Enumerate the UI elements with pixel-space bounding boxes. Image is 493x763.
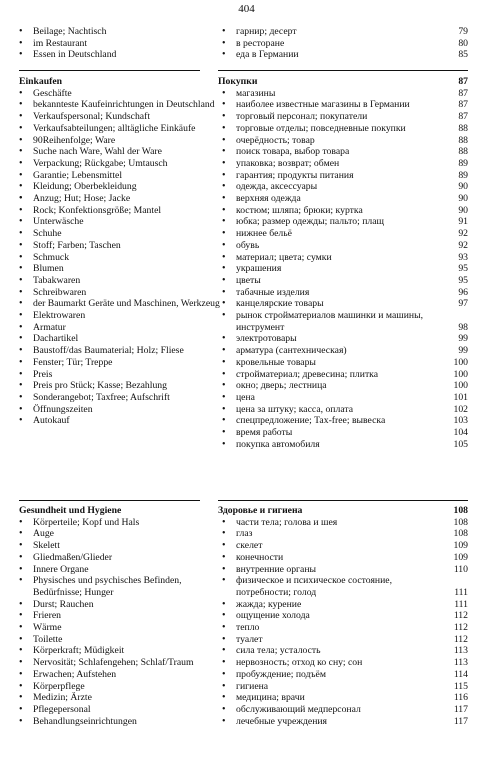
entry-text: сила тела; усталость xyxy=(236,645,321,657)
list-item xyxy=(218,634,468,646)
list-item xyxy=(218,669,468,681)
list-item: • Preis pro Stück; Kasse; Bezahlung xyxy=(19,380,222,392)
page-ref: 91 xyxy=(458,216,468,228)
list-item xyxy=(218,88,468,100)
russian-section-shopping xyxy=(218,76,468,451)
entry-text: торговые отделы; повседневные покупки xyxy=(236,122,406,134)
list-item: • Öffnungszeiten xyxy=(19,404,222,416)
german-shopping-list xyxy=(19,88,222,427)
page-ref: 111 xyxy=(454,586,468,598)
list-item xyxy=(218,228,468,240)
list-item: • im Restaurant xyxy=(19,38,222,50)
page-ref: 95 xyxy=(458,274,468,286)
entry-text: стройматериал; древесина; плитка xyxy=(236,368,379,380)
entry-text: цена за штуку; касса, оплата xyxy=(236,403,354,415)
entry-text: жажда; курение xyxy=(236,598,302,610)
divider xyxy=(218,70,468,71)
page-ref: 117 xyxy=(453,715,468,727)
list-item xyxy=(218,540,468,552)
page-ref: 109 xyxy=(453,540,468,552)
entry-text: канцелярские товары xyxy=(236,298,324,310)
list-item: • Unterwäsche xyxy=(19,216,222,228)
list-item xyxy=(218,298,468,310)
list-item xyxy=(218,310,468,333)
list-item xyxy=(218,692,468,704)
page-ref: 87 xyxy=(458,76,468,87)
entry-text: кровельные товары xyxy=(236,356,316,368)
page-ref: 95 xyxy=(458,263,468,275)
page-ref: 111 xyxy=(454,598,468,610)
list-item xyxy=(218,575,468,598)
page-ref: 87 xyxy=(458,99,468,111)
page-ref: 80 xyxy=(458,37,468,49)
list-item: • Fenster; Tür; Treppe xyxy=(19,357,222,369)
page-ref: 79 xyxy=(458,26,468,37)
list-item xyxy=(218,26,468,38)
entry-text: украшения xyxy=(236,263,282,275)
entry-text: цена xyxy=(236,391,255,403)
list-item xyxy=(218,528,468,540)
page-ref: 90 xyxy=(458,204,468,216)
page-ref: 90 xyxy=(458,181,468,193)
page-ref: 89 xyxy=(458,157,468,169)
page-ref: 116 xyxy=(453,692,468,704)
page-ref: 112 xyxy=(453,633,468,645)
entry-text: одежда, аксессуары xyxy=(236,181,318,193)
list-item xyxy=(218,564,468,576)
section-heading: Einkaufen xyxy=(19,76,63,87)
page-ref: 96 xyxy=(458,286,468,298)
list-item xyxy=(218,599,468,611)
entry-text: юбка; размер одежды; пальто; плащ xyxy=(236,216,384,228)
russian-section-health xyxy=(218,505,468,727)
list-item: • Elektrowaren xyxy=(19,310,222,322)
page-ref: 113 xyxy=(453,657,468,669)
list-item: • Suche nach Ware, Wahl der Ware xyxy=(19,146,222,158)
list-item: • Verpackung; Rückgabe; Umtausch xyxy=(19,158,222,170)
list-item: • Sonderangebot; Taxfree; Aufschrift xyxy=(19,392,222,404)
page-ref: 98 xyxy=(458,321,468,333)
page-ref: 90 xyxy=(458,193,468,205)
list-item: • Skelett xyxy=(19,540,222,552)
list-item xyxy=(218,357,468,369)
list-item xyxy=(218,205,468,217)
entry-text: скелет xyxy=(236,540,263,552)
page-ref: 110 xyxy=(453,563,468,575)
list-item xyxy=(218,158,468,170)
list-item xyxy=(218,517,468,529)
page-ref: 93 xyxy=(458,251,468,263)
list-item: • Durst; Rauchen xyxy=(19,599,222,611)
page-ref: 102 xyxy=(453,403,468,415)
list-item: • Körperteile; Kopf und Hals xyxy=(19,517,222,529)
list-item: • Physisches und psychisches Befinden, Bedürfnisse; Hunger xyxy=(19,575,222,598)
list-item xyxy=(218,287,468,299)
section-heading-text: Покупки xyxy=(218,76,258,87)
list-item xyxy=(218,552,468,564)
list-item xyxy=(218,111,468,123)
list-item: • Erwachen; Aufstehen xyxy=(19,669,222,681)
page-ref: 108 xyxy=(453,528,468,540)
divider xyxy=(19,70,200,71)
list-item: • Baustoff/das Baumaterial; Holz; Fliese xyxy=(19,345,222,357)
entry-text: цветы xyxy=(236,274,261,286)
page-ref: 88 xyxy=(458,146,468,158)
entry-text: спецпредложение; Tax-free; вывеска xyxy=(236,415,386,427)
list-item xyxy=(218,135,468,147)
russian-health-list xyxy=(218,517,468,728)
list-item: • Gliedmaßen/Glieder xyxy=(19,552,222,564)
list-item xyxy=(218,170,468,182)
section-heading xyxy=(218,505,468,517)
entry-text: поиск товара, выбор товара xyxy=(236,146,350,158)
list-item: • Geschäfte xyxy=(19,88,222,100)
list-item: • Stoff; Farben; Taschen xyxy=(19,240,222,252)
german-section-shopping xyxy=(19,76,222,427)
page-ref: 117 xyxy=(453,703,468,715)
list-item xyxy=(218,216,468,228)
list-item: • 90Reihenfolge; Ware xyxy=(19,135,222,147)
entry-text: магазины xyxy=(236,87,276,99)
entry-text: туалет xyxy=(236,633,263,645)
entry-text: медицина; врачи xyxy=(236,692,305,704)
entry-text: гарантия; продукты питания xyxy=(236,169,354,181)
entry-text: еда в Германии xyxy=(236,49,299,61)
list-item: • der Baumarkt Geräte und Maschinen, Werkzeug xyxy=(19,298,222,310)
german-section-health xyxy=(19,505,222,727)
page-ref: 115 xyxy=(453,680,468,692)
page-ref: 101 xyxy=(453,391,468,403)
list-item: • Schreibwaren xyxy=(19,287,222,299)
page-ref: 92 xyxy=(458,239,468,251)
german-health-list xyxy=(19,517,222,728)
entry-text: арматура (сантехническая) xyxy=(236,345,347,357)
list-item xyxy=(218,392,468,404)
russian-shopping-list xyxy=(218,88,468,451)
page-ref: 108 xyxy=(453,505,468,516)
section-heading-text: Здоровье и гигиена xyxy=(218,505,303,516)
list-item: • Verkaufsabteilungen; alltägliche Einkäufe xyxy=(19,123,222,135)
page-ref: 104 xyxy=(453,427,468,439)
list-item xyxy=(218,345,468,357)
page-ref: 85 xyxy=(458,49,468,61)
divider xyxy=(218,500,468,501)
entry-text: окно; дверь; лестница xyxy=(236,380,327,392)
entry-text: табачные изделия xyxy=(236,286,310,298)
entry-text: в ресторане xyxy=(236,37,285,49)
list-item: • Blumen xyxy=(19,263,222,275)
list-item: • Nervosität; Schlafengehen; Schlaf/Traum xyxy=(19,657,222,669)
list-item xyxy=(218,369,468,381)
list-item: • Verkaufspersonal; Kundschaft xyxy=(19,111,222,123)
page-ref: 103 xyxy=(453,415,468,427)
list-item xyxy=(218,610,468,622)
list-item: • Autokauf xyxy=(19,415,222,427)
divider xyxy=(19,500,200,501)
entry-text: костюм; шляпа; брюки; куртка xyxy=(236,204,363,216)
entry-text: время работы xyxy=(236,427,293,439)
page-ref: 99 xyxy=(458,345,468,357)
list-item xyxy=(218,99,468,111)
entry-text: наиболее известные магазины в Германии xyxy=(236,99,410,111)
entry-text: физическое и психическое состояние, потребности; голод xyxy=(236,575,392,598)
list-item: • Toilette xyxy=(19,634,222,646)
page-ref: 114 xyxy=(453,668,468,680)
list-item: • Kleidung; Oberbekleidung xyxy=(19,181,222,193)
entry-text: нижнее бельё xyxy=(236,228,292,240)
page-ref: 112 xyxy=(453,622,468,634)
list-item xyxy=(218,404,468,416)
list-item xyxy=(218,657,468,669)
entry-text: пробуждение; подъём xyxy=(236,668,326,680)
entry-text: покупка автомобиля xyxy=(236,438,320,450)
entry-text: нервозность; отход ко сну; сон xyxy=(236,657,363,669)
entry-text: упаковка; возврат; обмен xyxy=(236,157,340,169)
entry-text: ощущение холода xyxy=(236,610,310,622)
list-item xyxy=(218,704,468,716)
page-ref: 113 xyxy=(453,645,468,657)
entry-text: материал; цвета; сумки xyxy=(236,251,332,263)
list-item xyxy=(218,240,468,252)
entry-text: обслуживающий медперсонал xyxy=(236,703,361,715)
list-item: • Medizin; Ärzte xyxy=(19,692,222,704)
list-item: • bekannteste Kaufeinrichtungen in Deutschland xyxy=(19,99,222,111)
list-item: • Auge xyxy=(19,528,222,540)
page-number: 404 xyxy=(238,3,255,15)
section-heading xyxy=(218,76,468,88)
list-item: • Pflegepersonal xyxy=(19,704,222,716)
entry-text: электротовары xyxy=(236,333,297,345)
german-top-list xyxy=(19,26,222,61)
list-item xyxy=(218,622,468,634)
list-item xyxy=(218,193,468,205)
entry-text: верхняя одежда xyxy=(236,193,301,205)
list-item xyxy=(218,415,468,427)
list-item: • Preis xyxy=(19,369,222,381)
page-ref: 88 xyxy=(458,134,468,146)
page-ref: 99 xyxy=(458,333,468,345)
section-heading: Gesundheit und Hygiene xyxy=(19,505,122,516)
list-item xyxy=(218,146,468,158)
page-ref: 89 xyxy=(458,169,468,181)
list-item xyxy=(218,49,468,61)
list-item: • Innere Organe xyxy=(19,564,222,576)
list-item: • Behandlungseinrichtungen xyxy=(19,716,222,728)
list-item xyxy=(218,716,468,728)
list-item: • Tabakwaren xyxy=(19,275,222,287)
list-item: • Anzug; Hut; Hose; Jacke xyxy=(19,193,222,205)
entry-text: части тела; голова и шея xyxy=(236,516,338,528)
page-ref: 109 xyxy=(453,551,468,563)
list-item xyxy=(218,38,468,50)
page-ref: 97 xyxy=(458,298,468,310)
page-ref: 88 xyxy=(458,122,468,134)
list-item xyxy=(218,181,468,193)
entry-text: внутренние органы xyxy=(236,563,317,575)
list-item: • Garantie; Lebensmittel xyxy=(19,170,222,182)
list-item xyxy=(218,263,468,275)
list-item: • Schuhe xyxy=(19,228,222,240)
list-item xyxy=(218,333,468,345)
list-item xyxy=(218,645,468,657)
list-item: • Armatur xyxy=(19,322,222,334)
entry-text: очерёдность; товар xyxy=(236,134,315,146)
russian-top-list xyxy=(218,26,468,61)
entry-text: конечности xyxy=(236,551,284,563)
page-ref: 100 xyxy=(453,380,468,392)
list-item: • Körperkraft; Müdigkeit xyxy=(19,645,222,657)
entry-text: рынок стройматериалов машинки и машины, инструмент xyxy=(236,310,423,333)
list-item xyxy=(218,123,468,135)
list-item: • Körperpflege xyxy=(19,681,222,693)
list-item: • Dachartikel xyxy=(19,333,222,345)
entry-text: глаз xyxy=(236,528,253,540)
page-ref: 100 xyxy=(453,368,468,380)
entry-text: гигиена xyxy=(236,680,269,692)
entry-text: торговый персонал; покупатели xyxy=(236,111,368,123)
page-ref: 87 xyxy=(458,111,468,123)
list-item xyxy=(218,380,468,392)
list-item: • Schmuck xyxy=(19,252,222,264)
page-ref: 87 xyxy=(458,87,468,99)
list-item: • Frieren xyxy=(19,610,222,622)
list-item xyxy=(218,681,468,693)
entry-text: лечебные учреждения xyxy=(236,715,328,727)
page-ref: 112 xyxy=(453,610,468,622)
list-item xyxy=(218,275,468,287)
list-item xyxy=(218,252,468,264)
page-ref: 100 xyxy=(453,356,468,368)
page-ref: 108 xyxy=(453,516,468,528)
list-item xyxy=(218,427,468,439)
page-ref: 92 xyxy=(458,228,468,240)
page-ref: 105 xyxy=(453,438,468,450)
entry-text: тепло xyxy=(236,622,260,634)
list-item: • Beilage; Nachtisch xyxy=(19,26,222,38)
entry-text: обувь xyxy=(236,239,260,251)
list-item: • Wärme xyxy=(19,622,222,634)
list-item: • Rock; Konfektionsgröße; Mantel xyxy=(19,205,222,217)
list-item xyxy=(218,439,468,451)
list-item: • Essen in Deutschland xyxy=(19,49,222,61)
entry-text: гарнир; десерт xyxy=(236,26,297,37)
